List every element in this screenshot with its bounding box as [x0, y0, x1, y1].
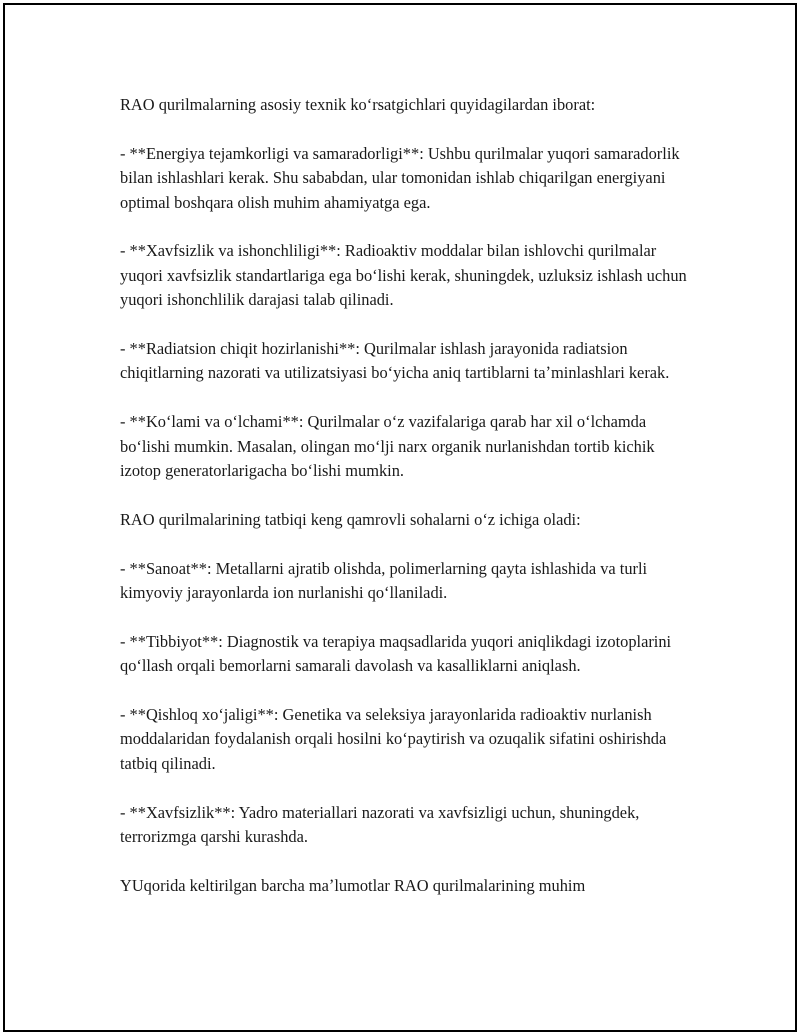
list-item-agriculture: - **Qishloq xoʻjaligi**: Genetika va seleksiya jarayonlarida radioaktiv nurlanish moddalaridan foydalanish orqali hosilni koʻpaytirish va ozuqalik sifatini oshirishda tatbiq qilinadi. — [120, 705, 671, 773]
list-item-radiation-waste: - **Radiatsion chiqit hozirlanishi**: Qurilmalar ishlash jarayonida radiatsion chiqitlarning nazorati va utilizatsiyasi boʻyicha aniq tartiblarni taʼminlashlari kerak. — [120, 339, 670, 383]
list-item-scale-size: - **Koʻlami va oʻlchami**: Qurilmalar oʻz vazifalariga qarab har xil oʻlchamda boʻlishi mumkin. Masalan, olingan moʻlji narx organik nurlanishdan tortib kichik izotop generatorlarigacha boʻlishi mumkin. — [120, 412, 659, 481]
list-item-industry: - **Sanoat**: Metallarni ajratib olishda, polimerlarning qayta ishlashida va turli kimyoviy jarayonlarda ion nurlanishi qoʻllaniladi. — [120, 558, 652, 603]
document-body — [120, 93, 690, 898]
applications-intro-paragraph: RAO qurilmalarining tatbiqi keng qamrovli sohalarni oʻz ichiga oladi: — [120, 509, 581, 529]
closing-paragraph: YUqorida keltirilgan barcha maʼlumotlar RAO qurilmalarining muhim — [120, 875, 586, 895]
list-item-safety-reliability: - **Xavfsizlik va ishonchliligi**: Radioaktiv moddalar bilan ishlovchi qurilmalar yuqori xavfsizlik standartlariga ega boʻlishi kerak, shuningdek, uzluksiz ishlash uchun yuqori ishonchlilik darajasi talab qilinadi. — [120, 241, 691, 310]
list-item-security: - **Xavfsizlik**: Yadro materiallari nazorati va xavfsizligi uchun, shuningdek, terrorizmga qarshi kurashda. — [120, 802, 644, 847]
intro-paragraph: RAO qurilmalarning asosiy texnik koʻrsatgichlari quyidagilardan iborat: — [120, 95, 596, 114]
list-item-energy-efficiency: - **Energiya tejamkorligi va samaradorligi**: Ushbu qurilmalar yuqori samaradorlik bilan ishlashlari kerak. Shu sababdan, ular tomonidan ishlab chiqarilgan energiyani optimal boshqara olish muhim ahamiyatga ega. — [120, 143, 684, 212]
list-item-medicine: - **Tibbiyot**: Diagnostik va terapiya maqsadlarida yuqori aniqlikdagi izotoplarini qoʻllash orqali bemorlarni samarali davolash va kasalliklarni aniqlash. — [120, 631, 676, 676]
page-frame — [3, 3, 797, 1032]
